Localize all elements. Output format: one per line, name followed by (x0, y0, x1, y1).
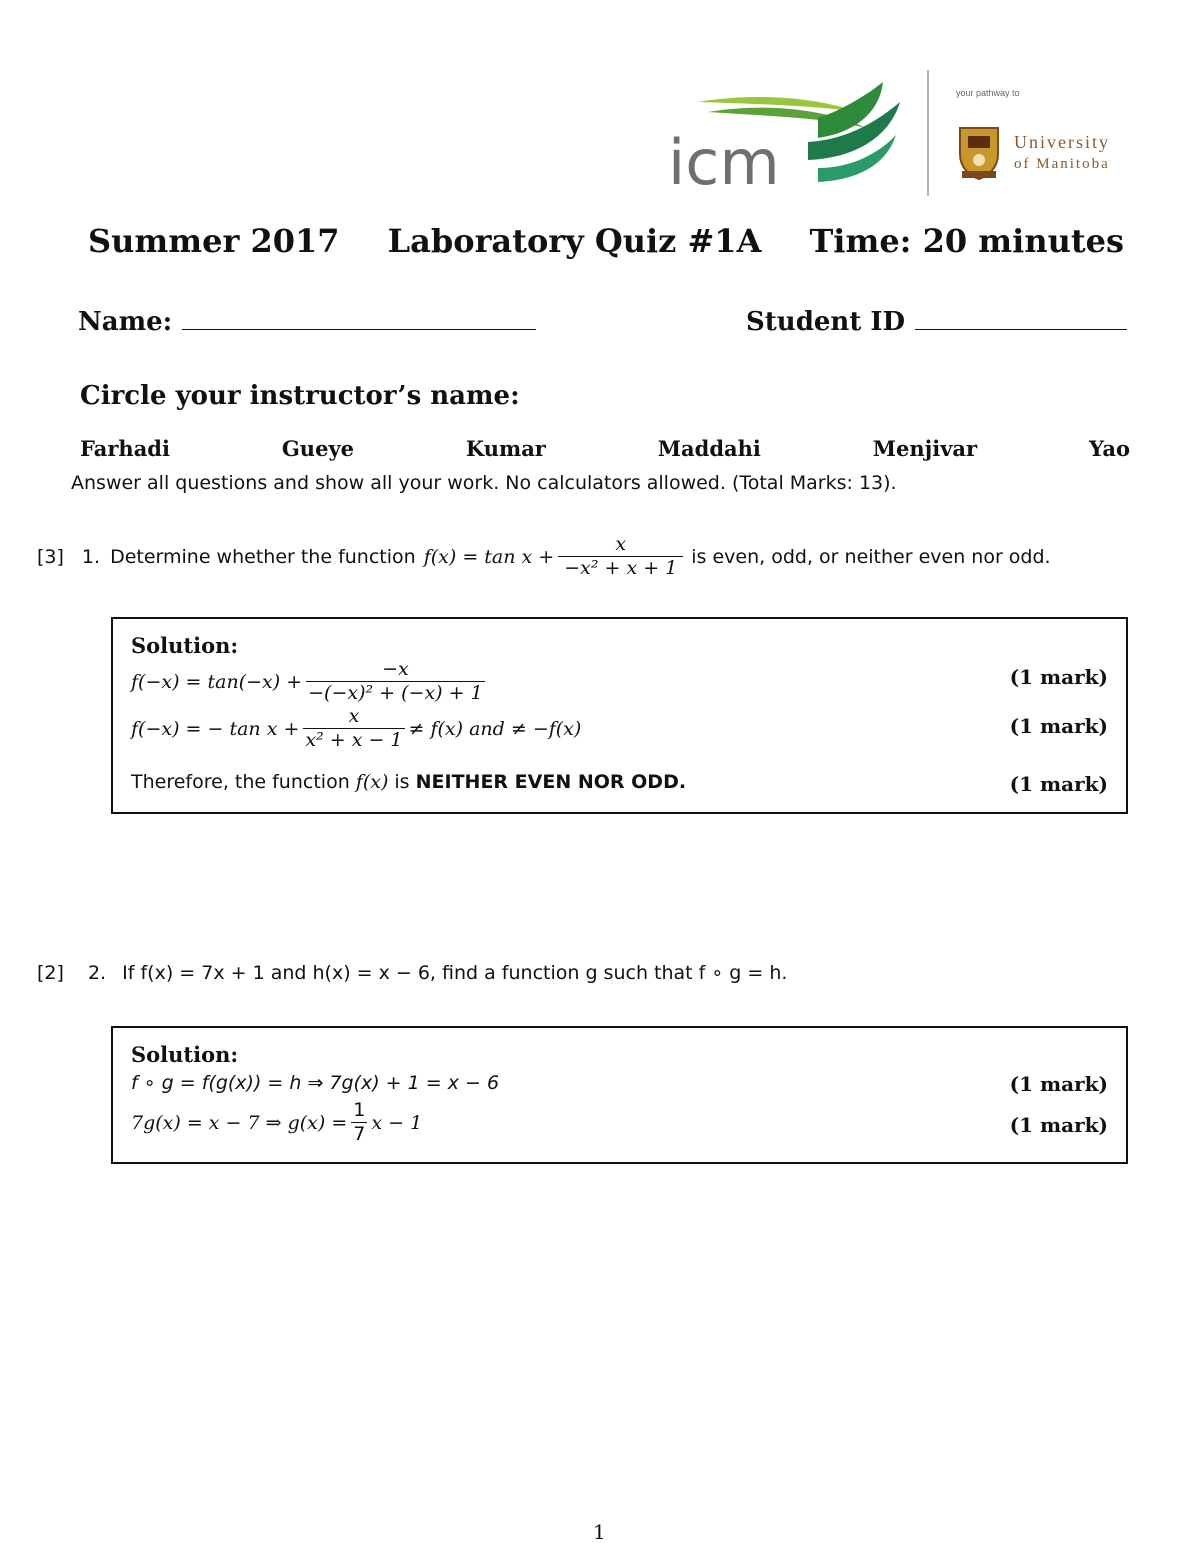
icm-logo (668, 80, 908, 192)
line-2-lhs: f(−x) = − tan x + (131, 717, 300, 740)
university-crest-icon (958, 124, 1000, 180)
pathway-text: your pathway to (956, 88, 1020, 98)
line-2-rhs: ≠ f(x) and ≠ −f(x) (408, 717, 582, 740)
instructor-list (80, 436, 1130, 461)
instructions: Answer all questions and show all your work. No calculators allowed. (Total Marks: 13). (71, 472, 897, 494)
solution-line-3 (131, 771, 686, 793)
mark-label: (1 mark) (1009, 1113, 1108, 1137)
fraction-numerator: −x (382, 658, 409, 680)
question-1-solution-box (111, 617, 1128, 814)
fraction-numerator: 1 (353, 1099, 366, 1121)
student-id-label: Student ID (746, 307, 906, 337)
fraction-denominator: −x² + x + 1 (558, 556, 683, 580)
mark-label: (1 mark) (1009, 665, 1108, 689)
question-1-text-after: is even, odd, or neither even nor odd. (691, 545, 1051, 568)
time-limit: Time: 20 minutes (809, 222, 1124, 260)
instructor-name[interactable]: Farhadi (80, 436, 170, 461)
question-2 (37, 962, 787, 984)
name-blank[interactable] (182, 303, 536, 330)
solution-line-2 (131, 706, 581, 752)
quiz-header (88, 222, 1124, 260)
instructor-name[interactable]: Yao (1089, 436, 1130, 461)
line-1-fraction (306, 659, 485, 705)
university-name-line2: of Manitoba (1014, 156, 1110, 172)
solution-line-1 (131, 659, 489, 705)
line-2-fraction (303, 706, 404, 752)
name-label: Name: (78, 307, 173, 337)
term: Summer 2017 (88, 222, 340, 260)
university-name-line1: University (1014, 132, 1110, 152)
icm-wordmark: icm (668, 126, 780, 192)
question-1-number: 1. (81, 545, 101, 568)
line-2-lhs: 7g(x) = x − 7 ⇒ g(x) = (131, 1111, 348, 1134)
question-1 (37, 534, 1051, 580)
question-1-function: f(x) = tan x + (423, 545, 555, 568)
instructor-name[interactable]: Menjivar (872, 436, 978, 461)
student-id-field (746, 303, 1127, 337)
instructor-prompt: Circle your instructor’s name: (80, 381, 520, 411)
fraction-denominator: x² + x − 1 (305, 728, 403, 751)
logo-divider (927, 70, 929, 196)
fraction-denominator: −(−x)² + (−x) + 1 (308, 681, 483, 704)
solution-line-1: f ∘ g = f(g(x)) = h ⇒ 7g(x) + 1 = x − 6 (131, 1072, 500, 1094)
line-3-conclusion: NEITHER EVEN NOR ODD. (415, 771, 687, 793)
student-id-blank[interactable] (915, 303, 1127, 330)
quiz-title: Laboratory Quiz #1A (387, 222, 762, 260)
line-1-lhs: f(−x) = tan(−x) + (131, 670, 303, 693)
mark-label: (1 mark) (1009, 1072, 1108, 1096)
line-3-is: is (394, 771, 410, 793)
fraction-denominator: 7 (353, 1122, 366, 1145)
question-1-fraction (558, 534, 683, 580)
instructor-name[interactable]: Gueye (281, 436, 355, 461)
page-number: 1 (593, 1520, 606, 1544)
solution-title: Solution: (131, 1042, 239, 1067)
name-field (78, 303, 536, 337)
instructor-name[interactable]: Kumar (465, 436, 546, 461)
line-2-rhs: x − 1 (371, 1111, 423, 1134)
mark-label: (1 mark) (1009, 714, 1108, 738)
question-2-marks: [2] (37, 962, 64, 984)
question-2-solution-box (111, 1026, 1128, 1164)
question-2-number: 2. (87, 962, 107, 984)
line-3-function: f(x) (355, 771, 389, 793)
line-3-text: Therefore, the function (131, 771, 350, 793)
question-2-text: If f(x) = 7x + 1 and h(x) = x − 6, find a function g such that f ∘ g = h. (122, 962, 788, 984)
solution-title: Solution: (131, 633, 239, 658)
question-1-marks: [3] (37, 545, 64, 568)
question-1-text-before: Determine whether the function (110, 545, 416, 568)
line-2-fraction (351, 1100, 367, 1146)
mark-label: (1 mark) (1009, 772, 1108, 796)
fraction-numerator: x (615, 533, 627, 555)
fraction-numerator: x (348, 705, 360, 727)
solution-line-2 (131, 1100, 422, 1146)
instructor-name[interactable]: Maddahi (657, 436, 761, 461)
